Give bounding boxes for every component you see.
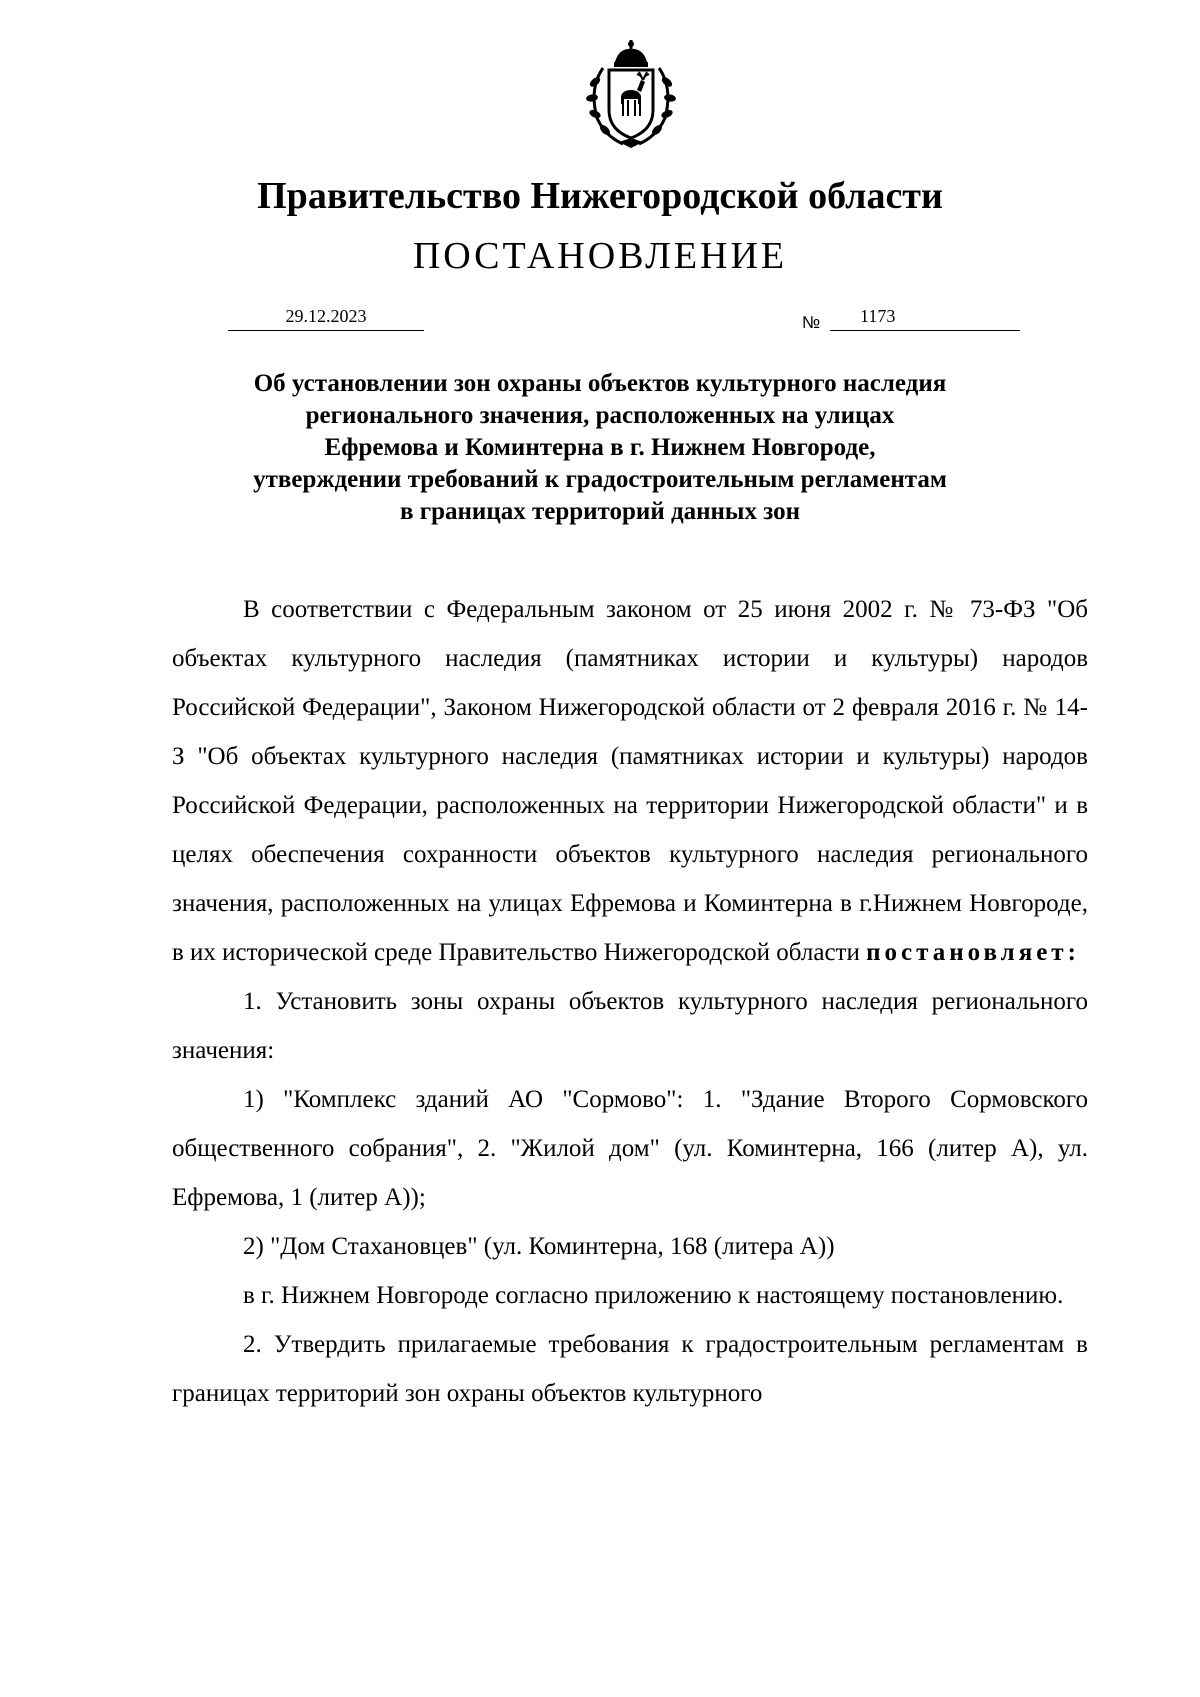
government-title: Правительство Нижегородской области: [257, 175, 943, 217]
document-type: ПОСТАНОВЛЕНИЕ: [412, 235, 788, 277]
item-1-1-paragraph: 1) "Комплекс зданий АО "Сормово": 1. "Здание Второго Сормовского общественного собрания", 2. "Жилой дом" (ул. Коминтерна, 166 (литер А), ул. Ефремова, 1 (литер А));: [172, 1086, 1088, 1211]
item-1-tail-paragraph: в г. Нижнем Новгороде согласно приложению к настоящему постановлению.: [243, 1282, 1064, 1309]
nizhny-novgorod-coat-of-arms-icon: [575, 38, 687, 150]
subject-line: Об установлении зон охраны объектов культурного наследия: [253, 370, 947, 397]
document-number-field: [830, 302, 1020, 331]
document-number: 1173: [860, 306, 896, 326]
subject-line: утверждении требований к градостроительным регламентам: [253, 466, 947, 493]
item-1-paragraph: 1. Установить зоны охраны объектов культурного наследия регионального значения:: [172, 988, 1088, 1064]
item-1-2-paragraph: 2) "Дом Стахановцев" (ул. Коминтерна, 168 (литера А)): [243, 1233, 835, 1260]
subject-line: Ефремова и Коминтерна в г. Нижнем Новгороде,: [324, 434, 876, 461]
preamble-text: В соответствии с Федеральным законом от 25 июня 2002 г. № 73-ФЗ "Об объектах культурного наследия (памятниках истории и культуры) народов Российской Федерации", Законом Нижегородской области от 2 февраля 2016 г. № 14-З "Об объектах культурного наследия (памятниках истории и культуры) народов Российской Федерации, расположенных на территории Нижегородской области" и в целях обеспечения сохранности объектов культурного наследия регионального значения, расположенных на улицах Ефремова и Коминтерна в г.Нижнем Новгороде, в их исторической среде Правительство Нижегородской области: [172, 596, 1088, 966]
subject-line: регионального значения, расположенных на улицах: [305, 402, 895, 429]
number-label: №: [802, 313, 821, 332]
document-date: 29.12.2023: [228, 302, 424, 331]
item-2-paragraph: 2. Утвердить прилагаемые требования к градостроительным регламентам в границах территорий зон охраны объектов культурного: [172, 1331, 1088, 1407]
subject-line: в границах территорий данных зон: [400, 498, 800, 525]
resolves-word: постановляет:: [866, 939, 1080, 966]
document-subject: [200, 368, 1000, 528]
preamble-paragraph: [172, 585, 1088, 977]
document-body: [172, 585, 1088, 1418]
